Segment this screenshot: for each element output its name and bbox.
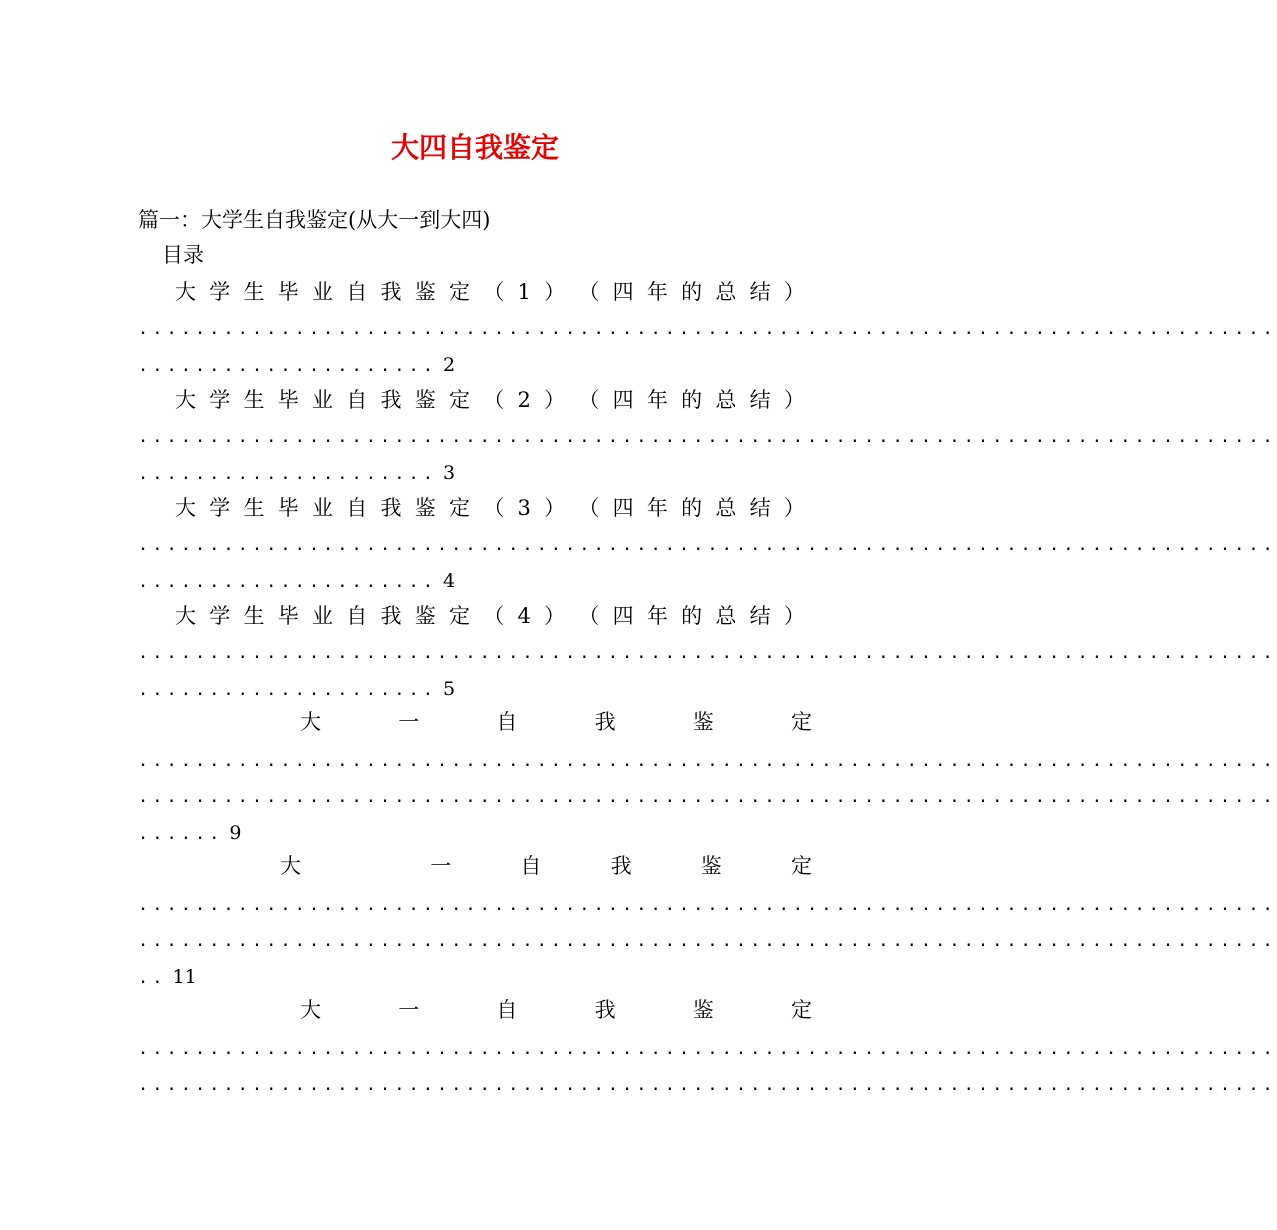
toc-entry-title: 大 一 自 我 鉴 定 xyxy=(300,710,812,734)
toc-label: 目录 xyxy=(162,243,204,267)
toc-leader-end: ..................... 5 xyxy=(138,678,456,700)
toc-leader-dots: ................................................................................ xyxy=(138,751,1277,771)
toc-leader-dots: ................................................................................ xyxy=(138,931,1277,951)
toc-entry-title: 大 学 生 毕 业 自 我 鉴 定 （ 1 ） （ 四 年 的 总 结 ） xyxy=(175,280,805,304)
toc-leader-dots: ................................................................................ xyxy=(138,895,1277,915)
toc-entry-title: 大 一 自 我 鉴 定 xyxy=(300,998,812,1022)
toc-entry-title: 大 学 生 毕 业 自 我 鉴 定 （ 4 ） （ 四 年 的 总 结 ） xyxy=(175,604,805,628)
toc-leader-dots: ................................................................................ xyxy=(138,1075,1277,1095)
toc-entry-title: 大 学 生 毕 业 自 我 鉴 定 （ 3 ） （ 四 年 的 总 结 ） xyxy=(175,496,805,520)
toc-page-number: 4 xyxy=(442,570,456,592)
toc-page-number: 11 xyxy=(172,966,197,988)
document-title: 大四自我鉴定 xyxy=(390,131,559,164)
toc-leader-end: .. 11 xyxy=(138,966,197,988)
toc-leader-end: ..................... 2 xyxy=(138,354,456,376)
toc-entry-title: 大 一 自 我 鉴 定 xyxy=(280,854,812,878)
toc-leader-dots: ................................................................................ xyxy=(138,427,1277,447)
toc-leader-dots: ................................................................................ xyxy=(138,787,1277,807)
section-heading: 篇一：大学生自我鉴定(从大一到大四) xyxy=(138,208,491,232)
toc-page-number: 5 xyxy=(442,678,456,700)
toc-leader-end: ...... 9 xyxy=(138,822,242,844)
toc-page-number: 9 xyxy=(229,822,242,844)
toc-leader-dots: ................................................................................ xyxy=(138,1039,1277,1059)
toc-entry-title: 大 学 生 毕 业 自 我 鉴 定 （ 2 ） （ 四 年 的 总 结 ） xyxy=(175,388,805,412)
toc-leader-dots: ................................................................................ xyxy=(138,535,1277,555)
toc-leader-dots: ................................................................................ xyxy=(138,643,1277,663)
toc-page-number: 2 xyxy=(442,354,456,376)
toc-leader-end: ..................... 3 xyxy=(138,462,456,484)
toc-leader-dots: ................................................................................ xyxy=(138,319,1277,339)
toc-leader-end: ..................... 4 xyxy=(138,570,456,592)
toc-page-number: 3 xyxy=(442,462,456,484)
